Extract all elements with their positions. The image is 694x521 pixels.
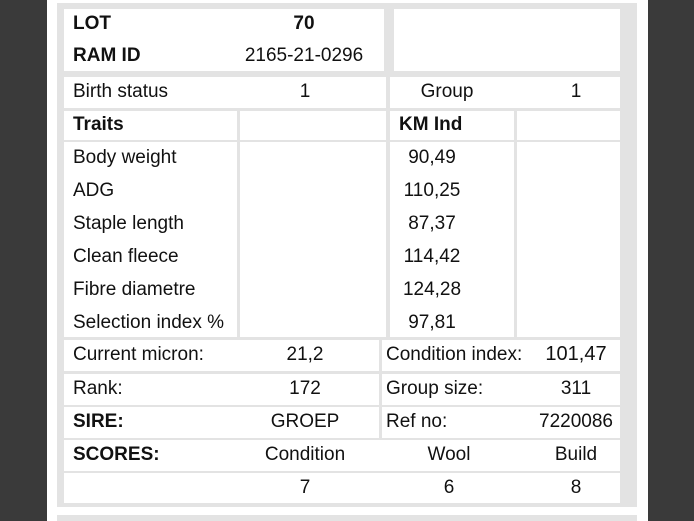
trait-value: 97,81 [408,312,456,333]
rank-cell [64,374,379,405]
sire-value: GROEP [270,411,340,432]
lot-label: LOT [73,13,111,34]
trait-value: 124,28 [402,279,462,300]
km-ind-heading: KM Ind [399,114,463,135]
trait-names-cell [64,142,237,337]
trait-name: ADG [73,180,115,201]
trait-name: Clean fleece [73,246,179,267]
score-column-condition: Condition [264,444,346,465]
trait-values-cell [390,142,514,337]
score-condition: 7 [299,477,311,498]
rank-label: Rank: [73,378,123,399]
group-value: 1 [570,81,582,102]
trait-name: Staple length [73,213,184,234]
ram-card [57,3,637,507]
ref-no-label: Ref no: [386,411,448,432]
group-label: Group [420,81,474,102]
trait-value: 90,49 [408,147,456,168]
header-cell [64,9,384,71]
rank-value: 172 [289,378,321,399]
current-micron-value: 21,2 [286,344,324,365]
ram-id-label: RAM ID [73,45,141,66]
ref-no-cell [382,407,620,438]
sire-label: SIRE: [73,411,124,432]
score-column-wool: Wool [427,444,471,465]
trait-empty-cell-right [517,142,620,337]
km-ind-heading-cell [390,111,514,140]
birth-status-cell [64,77,386,108]
trait-name: Selection index % [73,312,225,333]
scores-values-row [64,473,620,503]
scores-label: SCORES: [73,444,160,465]
trait-empty-cell [240,142,386,337]
condition-index-label: Condition index: [386,344,523,365]
current-micron-label: Current micron: [73,344,204,365]
score-wool: 6 [443,477,455,498]
traits-heading-cell [64,111,237,140]
traits-empty-cell [240,111,386,140]
ref-no-value: 7220086 [539,411,613,432]
group-cell [390,77,620,108]
scores-heading-row [64,440,620,471]
lot-value: 70 [293,13,315,34]
condition-index-cell [382,340,620,371]
trait-value: 114,42 [403,246,461,267]
trait-name: Fibre diametre [73,279,196,300]
score-build: 8 [570,477,582,498]
sire-cell [64,407,379,438]
photo-placeholder [394,9,620,71]
birth-status-label: Birth status [73,81,169,102]
ram-id-value: 2165-21-0296 [244,45,364,66]
trait-value: 87,37 [408,213,456,234]
trait-name: Body weight [73,147,177,168]
condition-index-value: 101,47 [545,343,607,365]
current-micron-cell [64,340,379,371]
ram-sheet [47,0,648,521]
trait-value: 110,25 [403,180,461,201]
group-size-label: Group size: [386,378,484,399]
next-card-edge [57,515,637,521]
traits-empty-cell-right [517,111,620,140]
group-size-value: 311 [560,378,592,399]
score-column-build: Build [554,444,598,465]
group-size-cell [382,374,620,405]
traits-heading: Traits [73,114,124,135]
birth-status-value: 1 [299,81,311,102]
